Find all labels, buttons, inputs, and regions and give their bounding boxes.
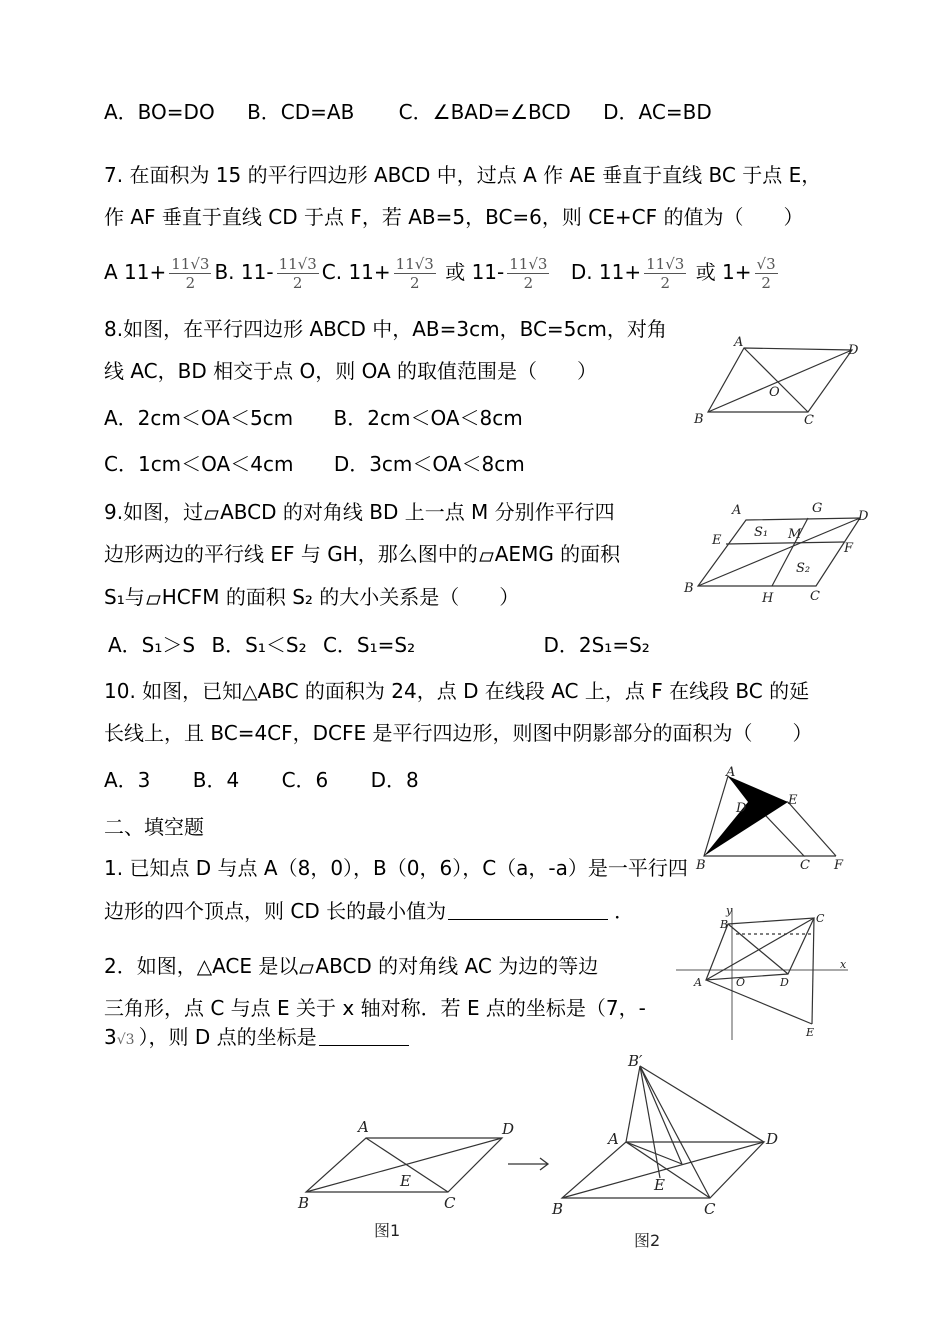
q9-label-s2: S₂ [796,561,811,576]
q10-line1: 10. 如图，已知△ABC 的面积为 24，点 D 在线段 AC 上，点 F 在线段 BC 的延 [104,679,810,703]
q10-label-c: C [800,858,810,873]
fig2-label-b: B [552,1200,564,1218]
q7-option-b: B. 11- [214,260,274,284]
fill2-label-d: D [780,976,789,989]
q7-option-d: D. 11+ [570,260,642,284]
sqrt-small: √3 [116,1032,135,1048]
q9-option-b: B．S₁＜S₂ [211,633,307,657]
q9-label-a: A [732,503,742,518]
fill2-figure [676,904,856,1046]
q8-option-d: D．3cm＜OA＜8cm [333,452,525,476]
q10-option-b: B．4 [192,768,240,792]
fig2-label-c: C [704,1200,716,1218]
q8-options-ab [104,405,523,431]
parallelogram-icon [146,595,161,605]
q6-option-d: D．AC=BD [603,100,712,124]
q8-label-c: C [804,413,814,428]
q6-option-a: A．BO=DO [104,100,215,124]
fill2-line2: 三角形，点 C 与点 E 关于 x 轴对称．若 E 点的坐标是（7，- [104,996,646,1020]
fig1-label-c: C [444,1194,456,1212]
section-title: 二、填空题 [104,815,204,839]
fig2-label-d: D [766,1130,779,1148]
q8-label-d: D [848,343,859,358]
q10-label-b: B [696,858,706,873]
fill1-line2: 边形的四个顶点，则 CD 长的最小值为 ． [104,899,635,923]
q9-line1: 9.如图，过 ABCD 的对角线 BD 上一点 M 分别作平行四 [104,500,615,524]
fill2-label-y: y [726,904,733,917]
q10-option-c: C．6 [281,768,329,792]
answer-blank[interactable] [448,901,608,920]
q8-option-c: C．1cm＜OA＜4cm [104,452,294,476]
q8-label-a: A [734,335,744,350]
q9-figure [680,496,880,608]
fill2-label-e: E [806,1026,815,1039]
q9-label-d: D [858,509,869,524]
q7-option-c: C. 11+ [321,260,391,284]
fill2-label-a: A [694,976,702,989]
fig1-label-a: A [358,1118,369,1136]
q7-options [104,250,781,294]
q6-option-b: B．CD=AB [247,100,355,124]
q6-option-c: C．∠BAD=∠BCD [398,100,571,124]
q6-options [104,99,712,125]
fill2-label-c: C [816,912,825,925]
q10-option-a: A．3 [104,768,151,792]
fill1-line1: 1. 已知点 D 与点 A（8，0），B（0，6），C（a，-a）是一平行四 [104,856,688,880]
q10-label-a: A [726,765,736,780]
q8-option-a: A．2cm＜OA＜5cm [104,406,294,430]
q7-option-d-mid: 或 1+ [695,260,752,284]
q10-options [104,767,419,793]
q8-label-o: O [769,385,780,400]
q8-figure [688,330,868,430]
fill2-label-x: x [840,958,847,971]
q10-figure [688,762,858,874]
q9-label-s1: S₁ [754,525,769,540]
fig1-label-e: E [400,1172,411,1190]
q9-option-c: C．S₁=S₂ [322,633,416,657]
q10-option-d: D．8 [370,768,419,792]
q7-line2: 作 AF 垂直于直线 CD 于点 F，若 AB=5，BC=6，则 CE+CF 的值为（ ） [104,205,804,229]
fig2-label-a: A [608,1130,619,1148]
q9-label-c: C [810,589,820,604]
fill2-label-o: O [736,976,746,989]
q7-frac-c2: $\frac{11√3}{2}$ [509,255,548,292]
q8-options-cd [104,451,525,477]
fig1-label-d: D [502,1120,515,1138]
fig2-label-e: E [654,1176,665,1194]
fill2-line1: 2．如图，△ACE 是以 ABCD 的对角线 AC 为边的等边 [104,954,599,978]
q10-label-d: D [736,801,747,816]
q10-label-e: E [788,793,798,808]
fig1-caption: 图1 [374,1221,401,1240]
q7-option-a: A 11+ [104,260,167,284]
fig2-label-bp: B′ [628,1052,643,1070]
q7-line1: 7. 在面积为 15 的平行四边形 ABCD 中，过点 A 作 AE 垂直于直线 BC 于点 E， [104,163,822,187]
q9-label-f: F [844,541,854,556]
q7-option-c-mid: 或 11- [445,260,505,284]
q7-frac-c1: $\frac{11√3}{2}$ [395,255,434,292]
q9-option-a: A．S₁＞S [108,633,196,657]
q10-shaded-region [728,776,788,802]
answer-blank-2[interactable] [319,1027,409,1046]
fill2-line3: 3√3 ），则 D 点的坐标是 [104,1024,409,1053]
q9-label-b: B [684,581,694,596]
q7-frac-b: $\frac{11√3}{2}$ [278,255,317,292]
q9-option-d: D．2S₁=S₂ [543,633,650,657]
q8-label-b: B [694,412,704,427]
q8-option-b: B．2cm＜OA＜8cm [333,406,523,430]
q7-frac-d1: $\frac{11√3}{2}$ [646,255,685,292]
fill2-label-b: B [720,918,729,931]
q7-frac-d2: $\frac{√3}{2}$ [756,255,776,292]
q8-line2: 线 AC，BD 相交于点 O，则 OA 的取值范围是（ ） [104,359,598,383]
q10-line2: 长线上，且 BC=4CF，DCFE 是平行四边形，则图中阴影部分的面积为（ ） [104,721,813,745]
q9-options [108,632,650,658]
q7-frac-a: $\frac{11√3}{2}$ [171,255,210,292]
q8-line1: 8.如图，在平行四边形 ABCD 中，AB=3cm，BC=5cm，对角 [104,317,667,341]
bottom-figure [290,1046,790,1256]
parallelogram-icon [479,552,494,562]
q9-line3: S₁与 HCFM 的面积 S₂ 的大小关系是（ ） [104,585,520,609]
parallelogram-icon [299,964,314,974]
q9-label-h: H [762,591,774,606]
q10-label-f: F [834,858,844,873]
fig1-label-b: B [298,1194,310,1212]
q9-label-e: E [712,533,722,548]
q9-line2: 边形两边的平行线 EF 与 GH，那么图中的 AEMG 的面积 [104,542,621,566]
parallelogram-icon [204,510,219,520]
q9-label-g: G [812,501,823,516]
fig2-caption: 图2 [634,1231,661,1250]
q9-label-m: M [788,527,802,542]
